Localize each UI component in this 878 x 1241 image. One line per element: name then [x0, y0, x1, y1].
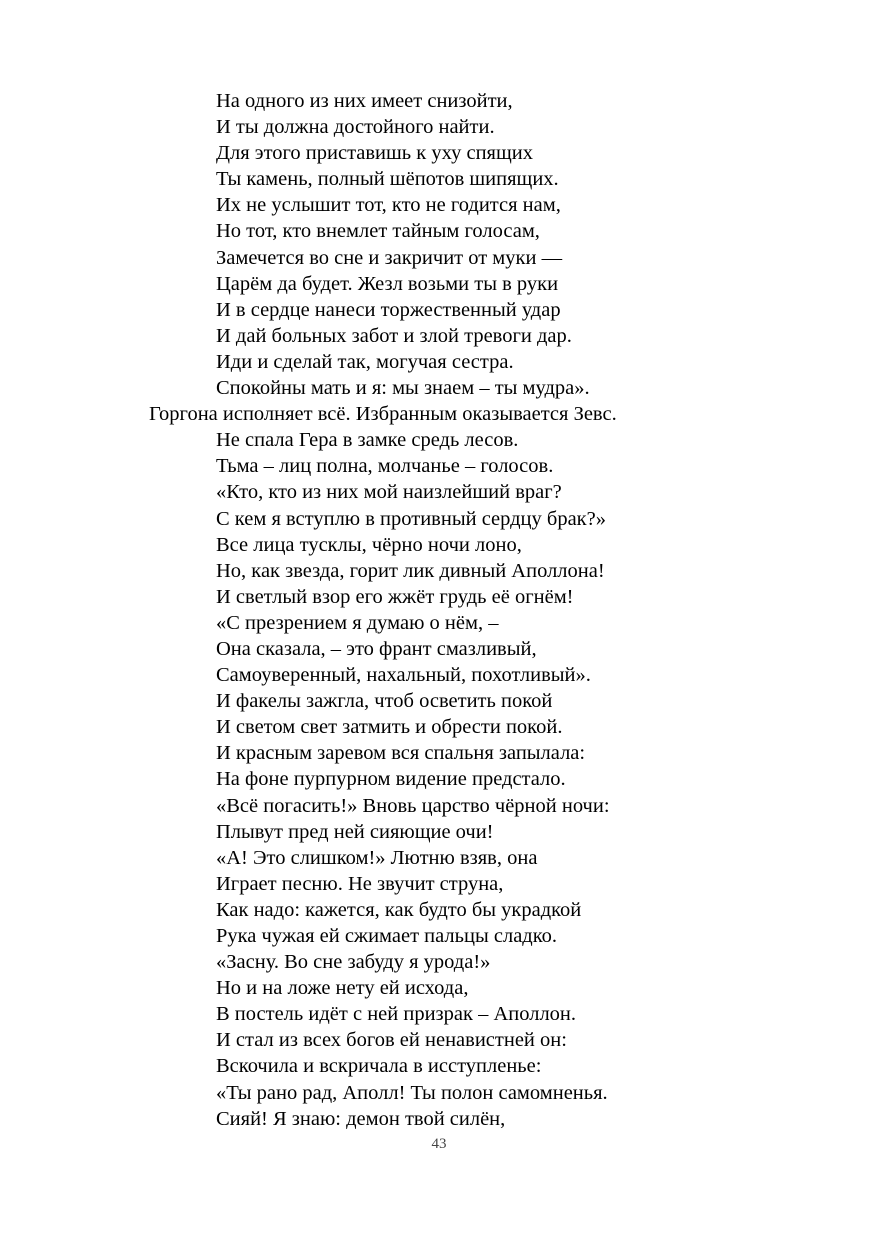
verse-line: «Кто, кто из них мой наизлейший враг?	[216, 481, 562, 504]
verse-line: И светлый взор его жжёт грудь её огнём!	[216, 585, 574, 608]
verse-line: «С презрением я думаю о нём, –	[216, 611, 499, 634]
page-number: 43	[431, 1136, 447, 1152]
verse-line: Она сказала, – это франт смазливый,	[216, 637, 537, 660]
verse-line: Тьма – лиц полна, молчанье – голосов.	[216, 455, 554, 478]
verse-line: Царём да будет. Жезл возьми ты в руки	[216, 272, 559, 295]
verse-line: И стал из всех богов ей ненавистней он:	[216, 1029, 567, 1052]
verse-line: «Ты рано рад, Аполл! Ты полон самомненья.	[216, 1081, 608, 1104]
verse-line: Все лица тусклы, чёрно ночи лоно,	[216, 533, 522, 556]
verse-line: В постель идёт с ней призрак – Аполлон.	[216, 1003, 577, 1026]
verse-line: И светом свет затмить и обрести покой.	[216, 716, 563, 739]
verse-line: И красным заревом вся спальня запылала:	[216, 742, 586, 765]
verse-line: Замечется во сне и закричит от муки —	[216, 246, 563, 269]
verse-line: И ты должна достойного найти.	[216, 116, 495, 139]
verse-line: Самоуверенный, нахальный, похотливый».	[216, 664, 591, 687]
prose-line: Горгона исполняет всё. Избранным оказывается Зевс.	[149, 403, 617, 426]
verse-line: И в сердце нанеси торжественный удар	[216, 298, 561, 321]
verse-line: На фоне пурпурном видение предстало.	[216, 768, 566, 791]
verse-line: Но, как звезда, горит лик дивный Аполлона!	[216, 559, 605, 582]
verse-line: Но тот, кто внемлет тайным голосам,	[216, 220, 540, 243]
verse-line: Плывут пред ней сияющие очи!	[216, 820, 494, 843]
verse-line: Их не услышит тот, кто не годится нам,	[216, 194, 561, 217]
verse-line: И факелы зажгла, чтоб осветить покой	[216, 690, 553, 713]
verse-line: Ты камень, полный шёпотов шипящих.	[216, 168, 559, 191]
verse-line: Но и на ложе нету ей исхода,	[216, 977, 469, 1000]
verse-line: «Всё погасить!» Вновь царство чёрной ночи:	[216, 794, 610, 817]
verse-line: Вскочила и вскричала в исступленье:	[216, 1055, 542, 1078]
verse-line: Спокойны мать и я: мы знаем – ты мудра».	[216, 377, 590, 400]
verse-line: С кем я вступлю в противный сердцу брак?»	[216, 507, 606, 530]
verse-line: «А! Это слишком!» Лютню взяв, она	[216, 846, 538, 869]
verse-line: На одного из них имеет снизойти,	[216, 90, 513, 112]
verse-line: Для этого приставишь к уху спящих	[216, 142, 533, 165]
poem-text	[0, 88, 878, 1132]
verse-line: Не спала Гера в замке средь лесов.	[216, 429, 519, 452]
verse-line: Рука чужая ей сжимает пальцы сладко.	[216, 925, 558, 947]
verse-line: Как надо: кажется, как будто бы украдкой	[216, 898, 582, 921]
verse-line: Сияй! Я знаю: демон твой силён,	[216, 1107, 506, 1130]
verse-line: Играет песню. Не звучит струна,	[216, 872, 504, 895]
verse-line: И дай больных забот и злой тревоги дар.	[216, 324, 572, 347]
verse-line: «Засну. Во сне забуду я урода!»	[216, 951, 491, 974]
verse-line: Иди и сделай так, могучая сестра.	[216, 350, 514, 373]
